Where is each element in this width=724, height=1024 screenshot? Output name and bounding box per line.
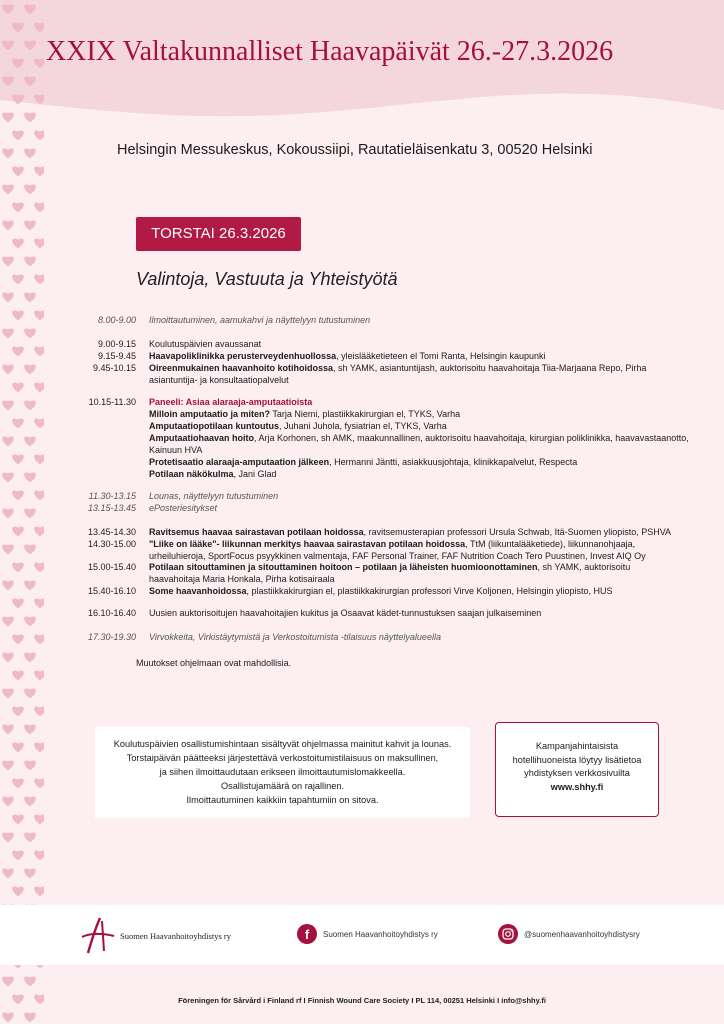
talk-details: , Jani Glad <box>233 469 277 479</box>
schedule-line <box>149 338 669 350</box>
heart-icon <box>34 58 44 68</box>
talk-details: , sh YAMK, auktorisoitu <box>537 562 631 572</box>
info-line: Torstaipäivän päätteeksi järjestettävä verkostoitumistilaisuus on maksullinen, <box>126 753 439 763</box>
heart-icon <box>12 418 24 428</box>
heart-icon <box>34 382 44 392</box>
heart-icon <box>34 454 44 464</box>
heart-icon <box>24 868 36 878</box>
heart-icon <box>24 256 36 266</box>
heart-icon <box>2 364 14 374</box>
heart-icon <box>12 778 24 788</box>
heart-icon <box>34 346 44 356</box>
talk-title: Oireenmukainen haavanhoito kotihoidossa <box>149 363 334 373</box>
heart-icon <box>2 328 14 338</box>
heart-icon <box>34 130 44 140</box>
talk-details: haavahoitaja Maria Honkala, Pirha kotisairaala <box>149 574 335 584</box>
talk-details: Kainuun HVA <box>149 445 203 455</box>
schedule-line <box>149 408 669 420</box>
talk-title: Potilaan sitouttaminen ja sitouttaminen hoitoon – potilaan ja läheisten huomioonottaminen <box>149 562 538 572</box>
heart-icon <box>24 328 36 338</box>
heart-icon <box>12 238 24 248</box>
talk-details: , plastiikkakirurgian el, plastiikkakirurgian professori Virve Koljonen, Helsingin yliopisto, HUS <box>246 586 613 596</box>
heart-icon <box>2 1012 14 1022</box>
schedule-time: 8.00-9.00 <box>97 315 136 325</box>
heart-icon <box>12 670 24 680</box>
heart-icon <box>2 148 14 158</box>
heart-icon <box>2 580 14 590</box>
talk-title: Some haavanhoidossa <box>149 586 247 596</box>
schedule-time: 9.15-9.45 <box>97 351 136 361</box>
talk-details: urheiluhieroja, SportFocus psyykkinen valmentaja, FAF Personal Trainer, FAF Nutrition Coach Tero Puustinen, Invest AIQ Oy <box>149 551 646 561</box>
schedule-line <box>149 396 669 408</box>
schedule-description <box>149 350 669 362</box>
heart-icon <box>12 58 24 68</box>
heart-icon <box>12 130 24 140</box>
info-line: Koulutuspäivien osallistumishintaan sisältyvät ohjelmassa mainitut kahvit ja lounas. <box>113 739 452 749</box>
heart-icon <box>34 94 44 104</box>
talk-title: "Liike on lääke"- liikunnan merkitys haavaa sairastavan potilaan hoidossa <box>149 539 466 549</box>
heart-pattern-decoration <box>0 0 44 1024</box>
schedule-description <box>149 561 669 585</box>
page-title: XXIX Valtakunnalliset Haavapäivät 26.-27.3.2026 <box>46 36 614 67</box>
talk-title: Protetisaatio alaraaja-amputaation jälkeen <box>149 457 330 467</box>
heart-icon <box>2 724 14 734</box>
talk-details: asiantuntija- ja konsultaatiopalvelut <box>149 375 289 385</box>
heart-icon <box>2 472 14 482</box>
heart-icon <box>24 652 36 662</box>
heart-icon <box>12 94 24 104</box>
heart-icon <box>2 292 14 302</box>
heart-icon <box>12 742 24 752</box>
talk-details: ePosteriesitykset <box>149 503 218 513</box>
schedule-time: 13.45-14.30 <box>87 527 136 537</box>
talk-details: , Hermanni Jäntti, asiakkuusjohtaja, klinikkapalvelut, Respecta <box>329 457 578 467</box>
hotel-line: yhdistyksen verkkosivuilta <box>524 768 630 778</box>
heart-icon <box>24 760 36 770</box>
schedule-line <box>149 350 669 362</box>
info-line: ja siihen ilmoittaudutaan erikseen ilmoittautumislomakkeella. <box>159 767 406 777</box>
heart-icon <box>2 256 14 266</box>
hotel-info-box <box>495 722 659 817</box>
heart-icon <box>34 526 44 536</box>
heart-icon <box>34 202 44 212</box>
schedule-line <box>149 538 669 550</box>
heart-icon <box>24 472 36 482</box>
heart-icon <box>24 796 36 806</box>
heart-icon <box>12 202 24 212</box>
heart-icon <box>2 112 14 122</box>
schedule-line <box>149 374 669 386</box>
heart-icon <box>34 778 44 788</box>
heart-icon <box>24 1012 36 1022</box>
heart-icon <box>12 310 24 320</box>
heart-icon <box>12 166 24 176</box>
schedule-time: 15.40-16.10 <box>87 586 136 596</box>
schedule-line <box>149 631 669 643</box>
hotel-line: hotellihuoneista löytyy lisätietoa <box>512 754 642 765</box>
schedule-line <box>149 573 669 585</box>
heart-icon <box>34 886 44 896</box>
heart-icon <box>24 508 36 518</box>
schedule-time: 11.30-13.15 <box>88 491 136 501</box>
schedule-description <box>149 396 689 480</box>
talk-details: , ravitsemusterapian professori Ursula Schwab, Itä-Suomen yliopisto, PSHVA <box>363 527 672 537</box>
heart-icon <box>12 562 24 572</box>
heart-icon <box>34 598 44 608</box>
heart-icon <box>12 814 24 824</box>
heart-icon <box>34 742 44 752</box>
heart-icon <box>24 4 36 14</box>
heart-icon <box>24 688 36 698</box>
instagram-icon <box>498 924 518 944</box>
talk-title: Potilaan näkökulma <box>149 469 234 479</box>
schedule-description <box>149 538 669 562</box>
heart-icon <box>34 490 44 500</box>
info-box <box>95 727 470 818</box>
heart-icon <box>2 616 14 626</box>
talk-title: Haavapoliklinikka perusterveydenhuollossa <box>149 351 337 361</box>
talk-title: Milloin amputaatio ja miten? <box>149 409 271 419</box>
heart-icon <box>12 598 24 608</box>
heart-icon <box>34 418 44 428</box>
heart-icon <box>34 274 44 284</box>
day-theme: Valintoja, Vastuuta ja Yhteistyötä <box>136 269 398 289</box>
heart-icon <box>24 292 36 302</box>
talk-details: Ilmoittautuminen, aamukahvi ja näyttelyyn tutustuminen <box>149 315 371 325</box>
info-line: Osallistujamäärä on rajallinen. <box>220 781 345 791</box>
heart-icon <box>24 400 36 410</box>
talk-details: Tarja Niemi, plastiikkakirurgian el, TYKS, Varha <box>270 409 461 419</box>
heart-icon <box>24 544 36 554</box>
schedule-line <box>149 468 669 480</box>
heart-icon <box>12 634 24 644</box>
schedule-time: 14.30-15.00 <box>87 539 136 549</box>
hotel-line: Kampanjahintaisista <box>535 741 619 751</box>
heart-icon <box>2 220 14 230</box>
schedule-time: 17.30-19.30 <box>87 632 136 642</box>
heart-icon <box>2 508 14 518</box>
heart-icon <box>2 76 14 86</box>
talk-details: Koulutuspäivien avaussanat <box>149 339 262 349</box>
heart-icon <box>2 400 14 410</box>
schedule-description <box>149 490 669 502</box>
heart-icon <box>2 184 14 194</box>
heart-icon <box>2 436 14 446</box>
heart-icon <box>34 670 44 680</box>
heart-icon <box>12 526 24 536</box>
schedule-description <box>149 585 669 597</box>
instagram-link[interactable] <box>498 923 640 945</box>
schedule-description <box>149 338 669 350</box>
heart-icon <box>24 148 36 158</box>
schedule-line <box>149 526 672 538</box>
venue-address: Helsingin Messukeskus, Kokoussiipi, Rautatieläisenkatu 3, 00520 Helsinki <box>117 142 593 158</box>
hotel-website-link[interactable]: www.shhy.fi <box>550 781 604 792</box>
society-logo <box>78 915 258 955</box>
schedule-description <box>149 631 669 643</box>
heart-icon <box>12 382 24 392</box>
schedule-description <box>149 502 669 514</box>
society-logo-icon <box>78 915 118 955</box>
panel-heading: Paneeli: Asiaa alaraaja-amputaatioista <box>149 397 313 407</box>
heart-icon <box>2 40 14 50</box>
heart-icon <box>34 706 44 716</box>
facebook-label: Suomen Haavanhoitoyhdistys ry <box>323 929 438 939</box>
talk-details: , sh YAMK, asiantuntijash, auktorisoitu haavahoitaja Tiia-Marjaana Repo, Pirha <box>333 363 647 373</box>
changes-note: Muutokset ohjelmaan ovat mahdollisia. <box>136 658 292 668</box>
heart-icon <box>24 976 36 986</box>
heart-icon <box>34 22 44 32</box>
heart-icon <box>34 238 44 248</box>
facebook-link[interactable] <box>297 923 438 945</box>
info-line: Ilmoittautuminen kaikkiin tapahtumiin on sitova. <box>186 795 379 805</box>
heart-icon <box>24 616 36 626</box>
heart-icon <box>12 886 24 896</box>
talk-details: , TtM (liikuntalääketiede), liikunnanohjaaja, <box>465 539 636 549</box>
heart-icon <box>24 112 36 122</box>
talk-details: , Arja Korhonen, sh AMK, maakunnallinen, auktorisoitu haavahoitaja, kirurgian poliklinikka, haavavastaanotto, <box>254 433 689 443</box>
schedule-description <box>149 526 672 538</box>
talk-details: Uusien auktorisoitujen haavahoitajien kukitus ja Osaavat kädet-tunnustuksen saajan julkaiseminen <box>149 608 542 618</box>
heart-icon <box>34 166 44 176</box>
schedule-line <box>149 502 669 514</box>
heart-icon <box>12 454 24 464</box>
heart-icon <box>24 184 36 194</box>
schedule-time: 9.00-9.15 <box>97 339 136 349</box>
heart-icon <box>34 850 44 860</box>
schedule-description <box>149 314 669 326</box>
schedule-line <box>149 420 669 432</box>
heart-icon <box>2 652 14 662</box>
schedule-line <box>149 314 669 326</box>
schedule-line <box>149 362 669 374</box>
heart-icon <box>12 22 24 32</box>
schedule-line <box>149 585 669 597</box>
heart-icon <box>12 346 24 356</box>
talk-title: Amputaatiohaavan hoito <box>149 433 255 443</box>
society-logo-text: Suomen Haavanhoitoyhdistys ry <box>120 931 231 941</box>
heart-icon <box>12 850 24 860</box>
heart-icon <box>12 274 24 284</box>
heart-icon <box>24 220 36 230</box>
heart-icon <box>2 688 14 698</box>
instagram-label: @suomenhaavanhoitoyhdistysry <box>524 929 640 939</box>
talk-title: Ravitsemus haavaa sairastavan potilaan hoidossa <box>149 527 364 537</box>
heart-icon <box>24 580 36 590</box>
heart-icon <box>2 4 14 14</box>
heart-icon <box>34 634 44 644</box>
footer-contact-line: Föreningen för Sårvård i Finland rf I Finnish Wound Care Society I PL 114, 00251 Helsinki I info@shhy.fi <box>178 996 546 1005</box>
schedule-time: 13.15-13.45 <box>87 503 136 513</box>
heart-icon <box>24 40 36 50</box>
heart-icon <box>24 436 36 446</box>
schedule-line <box>149 456 669 468</box>
heart-icon <box>2 868 14 878</box>
heart-icon <box>2 832 14 842</box>
talk-details: , Juhani Juhola, fysiatrian el, TYKS, Varha <box>279 421 447 431</box>
heart-icon <box>2 976 14 986</box>
day-badge: TORSTAI 26.3.2026 <box>136 217 301 251</box>
schedule-description <box>149 607 669 619</box>
heart-icon <box>24 832 36 842</box>
heart-icon <box>2 760 14 770</box>
heart-icon <box>12 706 24 716</box>
heart-icon <box>24 76 36 86</box>
schedule-line <box>149 490 669 502</box>
schedule-time: 16.10-16.40 <box>87 608 136 618</box>
heart-icon <box>24 364 36 374</box>
talk-title: Amputaatiopotilaan kuntoutus <box>149 421 279 431</box>
talk-details: , yleislääketieteen el Tomi Ranta, Helsingin kaupunki <box>336 351 546 361</box>
schedule-line <box>149 432 689 444</box>
schedule-description <box>149 362 669 386</box>
heart-icon <box>34 814 44 824</box>
schedule-line <box>149 444 669 456</box>
talk-details: Lounas, näyttelyyn tutustuminen <box>149 491 279 501</box>
heart-icon <box>2 544 14 554</box>
schedule-line <box>149 561 669 573</box>
heart-icon <box>34 310 44 320</box>
heart-icon <box>2 796 14 806</box>
heart-icon <box>12 490 24 500</box>
schedule-time: 10.15-11.30 <box>88 397 136 407</box>
heart-icon <box>34 562 44 572</box>
heart-icon <box>24 724 36 734</box>
schedule-line <box>149 607 669 619</box>
schedule-time: 15.00-15.40 <box>87 562 136 572</box>
facebook-icon: f <box>297 924 317 944</box>
schedule-time: 9.45-10.15 <box>92 363 136 373</box>
talk-details: Virvokkeita, Virkistäytymistä ja Verkostoitumista -tilaisuus näyttelyalueella <box>149 632 441 642</box>
